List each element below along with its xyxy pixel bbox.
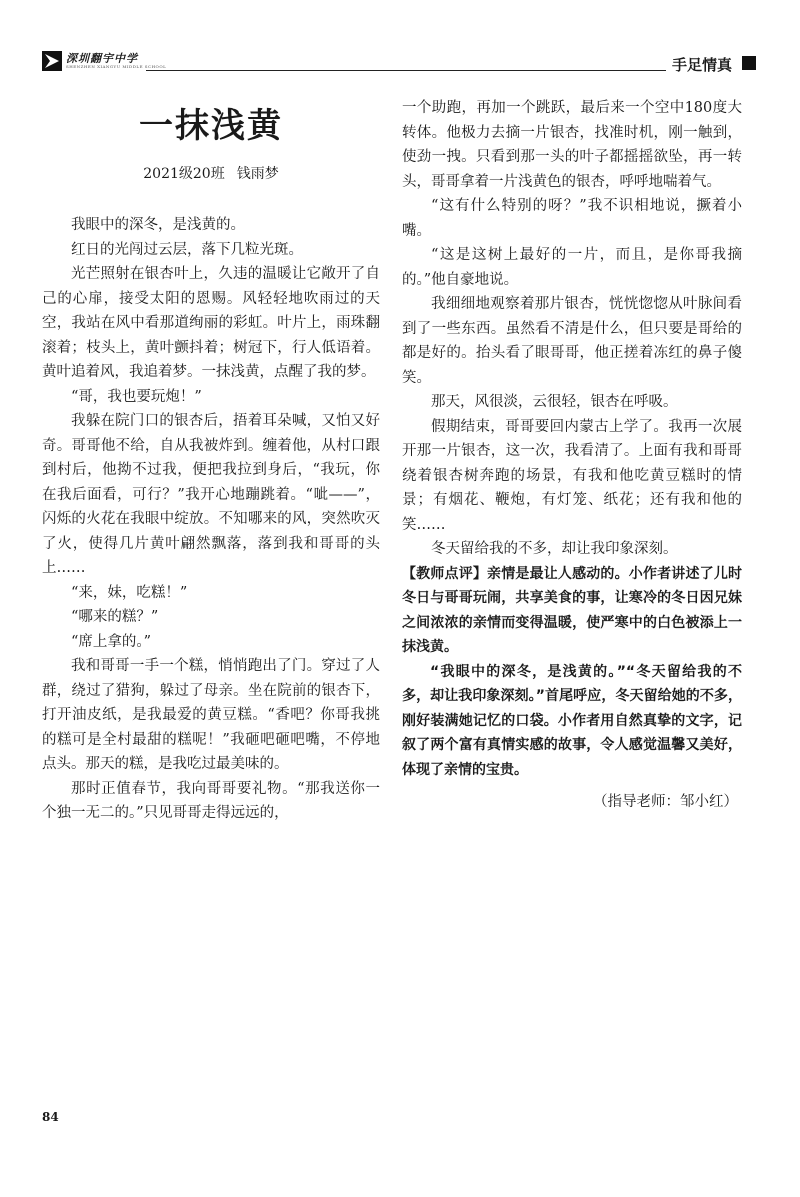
advisor-signature: （指导老师：邹小红） <box>593 794 738 810</box>
logo-text: 深圳翻宇中学 <box>66 52 138 65</box>
paragraph: 假期结束，哥哥要回内蒙古上学了。我再一次展开那一片银杏，这一次，我看清了。上面有我和哥哥绕着银杏树奔跑的场景，有我和他吃黄豆糕时的情景；有烟花、鞭炮，有灯笼、纸花；还有我和他的笑…… <box>402 418 742 533</box>
paragraph: “哪来的糕？” <box>71 609 159 625</box>
paragraph: 我眼中的深冬，是浅黄的。 <box>71 217 245 233</box>
school-emblem-icon <box>42 51 62 71</box>
paragraph: 一个助跑，再加一个跳跃，最后来一个空中180度大转体。他极力去摘一片银杏，找准时机，刚一触到，使劲一拽。只看到那一头的叶子都摇摇欲坠，再一转头，哥哥拿着一片浅黄色的银杏，呼呼地喘着气。 <box>402 100 742 190</box>
paragraph: “这有什么特别的呀？”我不识相地说，撅着小嘴。 <box>402 198 742 239</box>
paragraph: 冬天留给我的不多，却让我印象深刻。 <box>431 541 678 557</box>
class-info: 2021级20班 <box>143 166 225 182</box>
paragraph: “席上拿的。” <box>71 633 152 650</box>
paragraph: “来，妹，吃糕！” <box>71 584 188 601</box>
paragraph: 我躲在院门口的银杏后，捂着耳朵喊，又怕又好奇。哥哥他不给，自从我被炸到。缠着他，从村口跟到村后，他拗不过我，便把我拉到身后，“我玩，你在我后面看，可行？”我开心地蹦跳着。“呲——”，闪烁的火花在我眼中绽放。不知哪来的风，突然吹灭了火，使得几片黄叶翩然飘落，落到我和哥哥的头上…… <box>42 413 380 576</box>
paragraph: “这是这树上最好的一片，而且，是你哥我摘的。”他自豪地说。 <box>402 247 742 288</box>
section-marker <box>742 56 756 70</box>
right-column <box>402 96 742 815</box>
paragraph: 我和哥哥一手一个糕，悄悄跑出了门。穿过了人群，绕过了猎狗，躲过了母亲。坐在院前的银杏下，打开油皮纸，是我最爱的黄豆糕。“香吧？你哥我挑的糕可是全村最甜的糕呢！”我砸吧砸吧嘴，不停地点头。那天的糕，是我吃过最美味的。 <box>42 658 380 772</box>
article-title: 一抹浅黄 <box>139 106 283 146</box>
left-column <box>42 96 380 826</box>
header-rule <box>146 70 666 71</box>
paragraph: 光芒照射在银杏叶上，久违的温暖让它敞开了自己的心扉，接受太阳的恩赐。风轻轻地吹雨过的天空，我站在风中看那道绚丽的彩虹。叶片上，雨珠翻滚着；枝头上，黄叶颤抖着；树冠下，行人低语着。黄叶追着风，我追着梦。一抹浅黄，点醒了我的梦。 <box>42 266 380 380</box>
logo-subtext: SHENZHEN XIANGYU MIDDLE SCHOOL <box>66 64 167 69</box>
school-logo <box>38 48 167 74</box>
comment-paragraph: 【教师点评】亲情是最让人感动的。小作者讲述了儿时冬日与哥哥玩闹，共享美食的事，让寒冷的冬日因兄妹之间浓浓的亲情而变得温暖，使严寒中的白色被添上一抹浅黄。 <box>402 565 742 655</box>
paragraph: 那时正值春节，我向哥哥要礼物。“那我送你一个独一无二的。”只见哥哥走得远远的， <box>42 780 380 821</box>
paragraph: 那天，风很淡，云很轻，银杏在呼吸。 <box>431 394 678 410</box>
section-label: 手足情真 <box>671 56 732 74</box>
byline <box>42 163 380 183</box>
page-header <box>38 46 760 80</box>
page-number: 84 <box>42 1110 59 1124</box>
paragraph: 我细细地观察着那片银杏，恍恍惚惚从叶脉间看到了一些东西。虽然看不清是什么，但只要是哥给的都是好的。抬头看了眼哥哥，他正搓着冻红的鼻子傻笑。 <box>402 296 742 386</box>
paragraph: 红日的光闯过云层，落下几粒光斑。 <box>71 241 303 258</box>
author-name: 钱雨梦 <box>236 166 279 182</box>
teacher-comment <box>402 562 742 783</box>
paragraph: “哥，我也要玩炮！” <box>71 388 202 405</box>
comment-paragraph: “我眼中的深冬，是浅黄的。”“冬天留给我的不多，却让我印象深刻。”首尾呼应，冬天留给她的不多，刚好装满她记忆的口袋。小作者用自然真挚的文字，记叙了两个富有真情实感的故事，令人感觉温馨又美好，体现了亲情的宝贵。 <box>402 663 742 778</box>
